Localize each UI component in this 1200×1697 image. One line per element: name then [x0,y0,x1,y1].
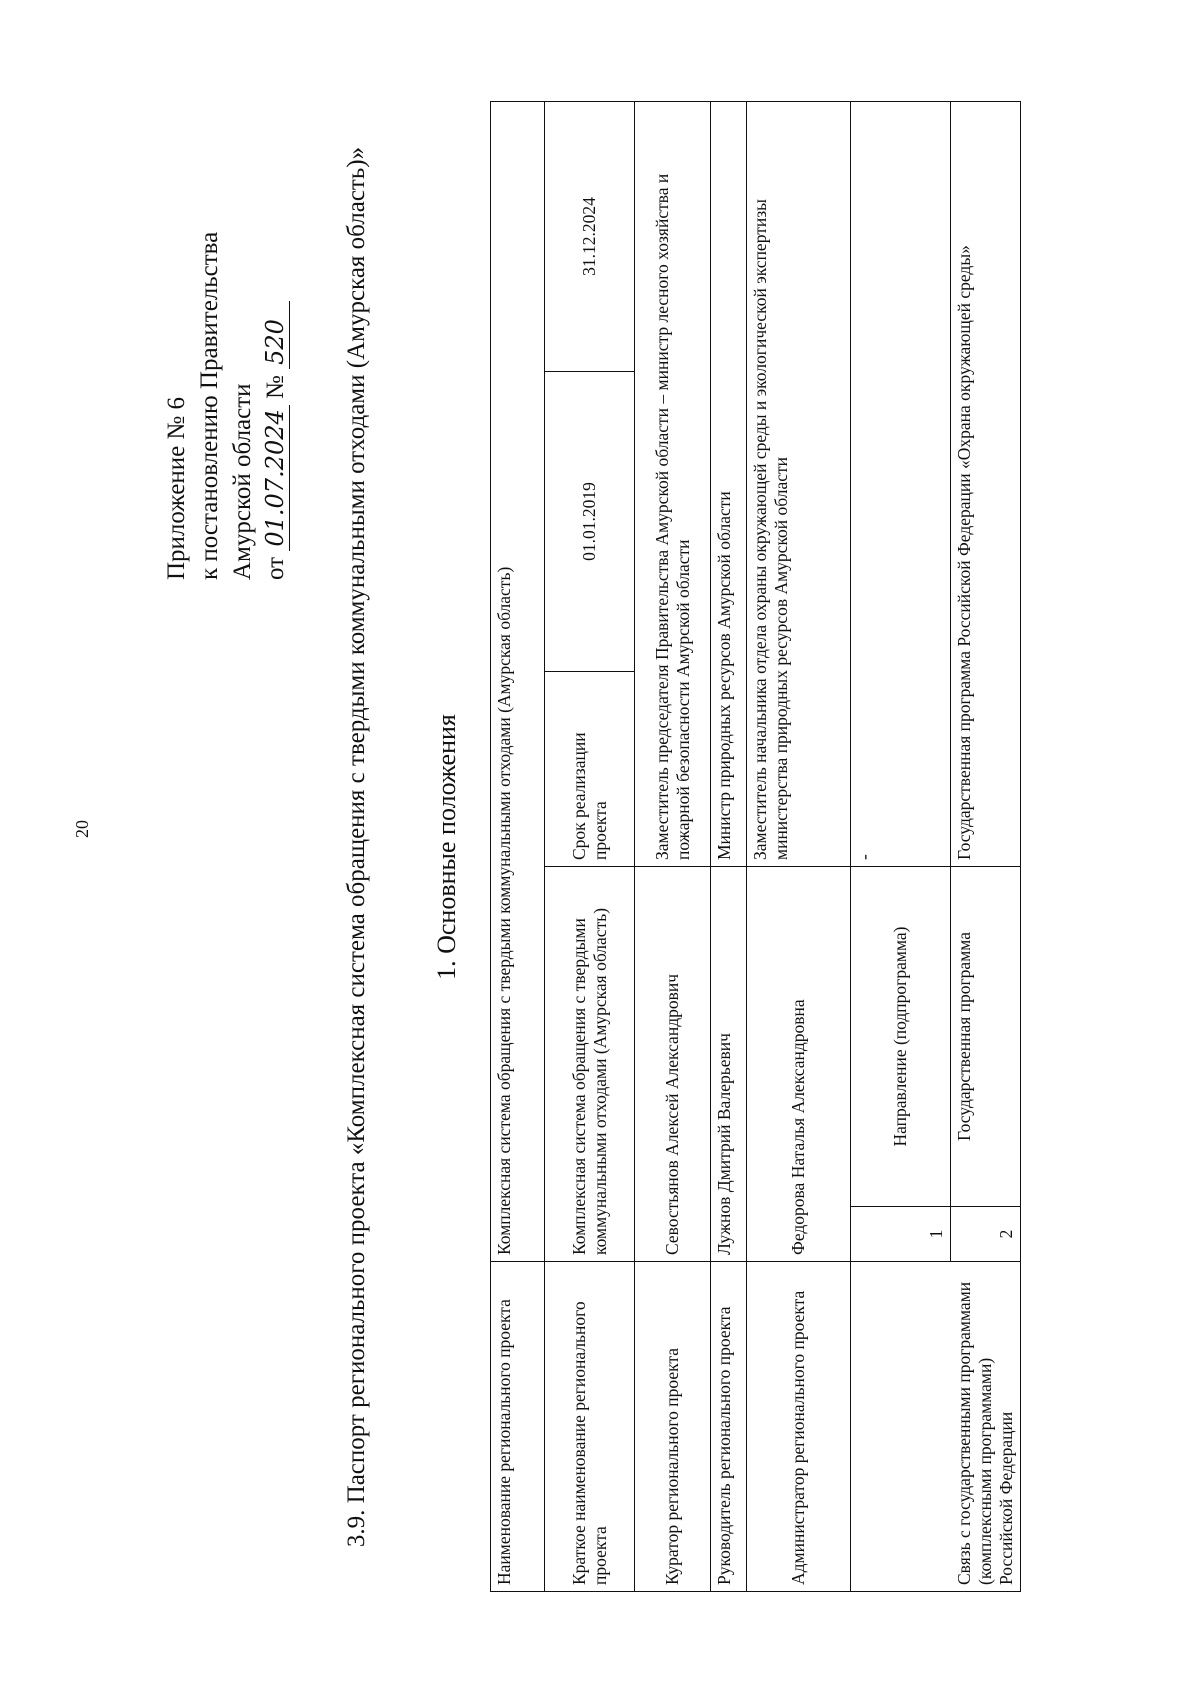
administrator-label: Администратор регионального проекта [747,1262,851,1592]
table-row [635,101,711,1591]
link-row-type: Направление (подпрограмма) [851,867,951,1207]
table-row [711,101,747,1591]
link-row-number: 1 [851,1207,951,1262]
project-name-value: Комплексная система обращения с твердыми коммунальными отходами (Амурская область) [491,101,545,1261]
document-title: 3.9. Паспорт регионального проекта «Комплексная система обращения с твердыми коммунальными отходами (Амурская область)» [343,146,370,1548]
head-position: Министр природных ресурсов Амурской области [711,101,747,866]
table-row [747,101,851,1591]
curator-position: Заместитель председателя Правительства Амурской области – министр лесного хозяйства и пожарной безопасности Амурской области [635,101,711,866]
administrator-name: Федорова Наталья Александровна [747,867,851,1262]
approval-resolution: к постановлению Правительства [196,231,223,580]
rotated-page-content [160,102,1160,1592]
link-row-value: - [851,101,951,866]
curator-label: Куратор регионального проекта [635,1262,711,1592]
page-number: 20 [72,820,92,838]
number-prefix: № [262,375,289,399]
date-prefix: от [262,556,289,580]
link-row-value: Государственная программа Российской Федерации «Охрана окружающей среды» [951,101,1021,866]
short-name-label: Краткое наименование регионального проекта [545,1262,635,1592]
link-row-type: Государственная программа [951,867,1021,1207]
approval-region: Амурской области [229,383,256,580]
handwritten-number: 520 [261,301,290,369]
approval-block [160,102,292,580]
handwritten-date: 01.07.2024 [261,405,290,550]
head-label: Руководитель регионального проекта [711,1262,747,1592]
administrator-position: Заместитель начальника отдела охраны окружающей среды и экологической экспертизы министерства природных ресурсов Амурской области [747,101,851,866]
period-label: Срок реализации проекта [545,672,635,867]
short-name-value: Комплексная система обращения с твердыми коммунальными отходами (Амурская область) [545,867,635,1262]
approval-date-line [259,102,292,580]
project-passport-table [490,101,1021,1592]
project-name-label: Наименование регионального проекта [491,1262,545,1592]
table-row [851,101,951,1591]
link-row-number: 2 [951,1207,1021,1262]
start-date: 01.01.2019 [545,372,635,672]
curator-name: Севостьянов Алексей Александрович [635,867,711,1262]
table-row [545,101,635,1591]
head-name: Лужнов Дмитрий Валерьевич [711,867,747,1262]
approval-appendix: Приложение № 6 [163,396,190,580]
table-row [491,101,545,1591]
section-title: 1. Основные положения [432,714,461,980]
link-label: Связь с государственными программами (комплексными программами) Российской Федерации [851,1262,1021,1592]
end-date: 31.12.2024 [545,101,635,371]
